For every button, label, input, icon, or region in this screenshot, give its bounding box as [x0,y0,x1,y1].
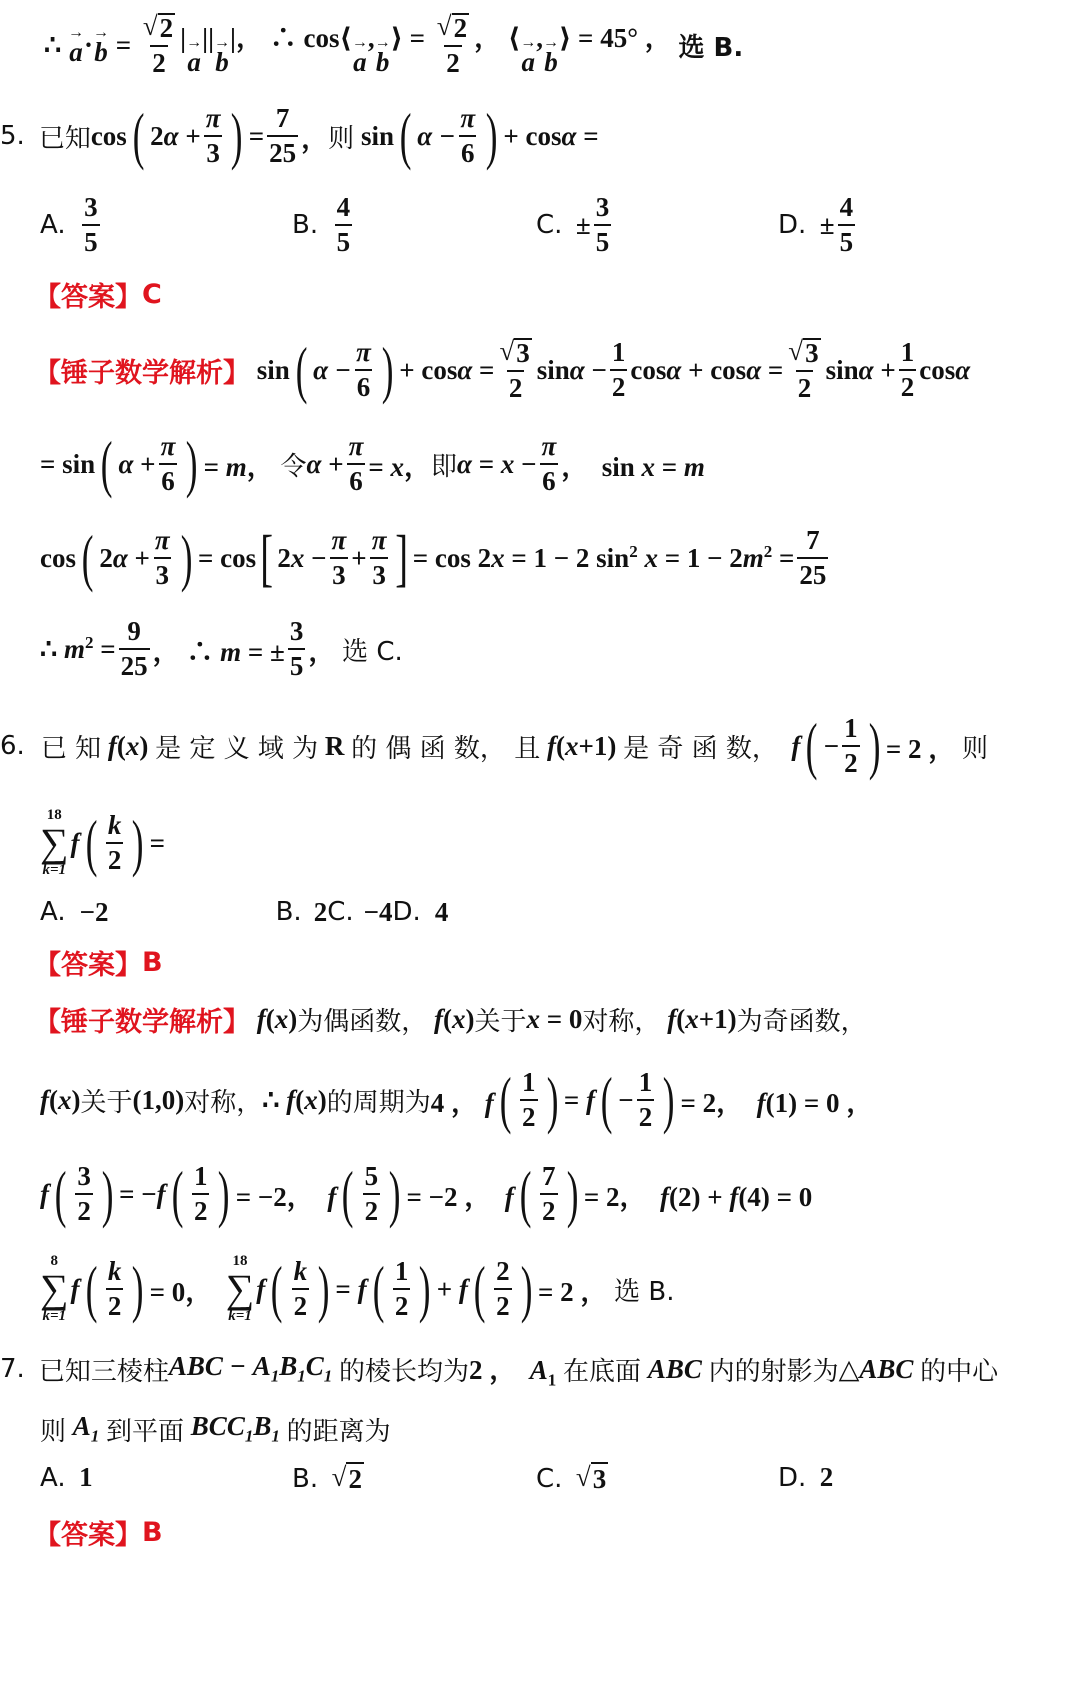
q6-analysis-line2: f (x) 关于 (1,0) 对称， ∴ f(x) 的周期为 4 ， f ( $\frac{1}{2}$ ) = f ( − $\frac{1}{2}$ ) = 2， f(1) = 0 ， [40,1064,874,1135]
q6-option-a-label[interactable]: A. [40,897,66,927]
q7-stem-line2: 则 $A_1$ 到平面 $BCC_1B_1$ 的距离为 [40,1411,391,1447]
q5-stem: 5. 已知 cos ( 2α + $\frac{\pi}{3}$ ) = $\frac{7}{25}$ ， 则 sin ( α − $\frac{\pi}{6}$ ) + cosα = [0,100,599,171]
q5-analysis-line4: ∴ $m^2$ = $\frac{9}{25}$ ， ∴ m = ± $\frac{3}{5}$ ， 选 C. [40,616,403,681]
q6-sum-expression: 18 ∑ k=1 f ( $\frac{k}{2}$ ) = [40,807,166,878]
q6-analysis-line3: f ( $\frac{3}{2}$ ) = −f ( $\frac{1}{2}$ ) = −2， f ( $\frac{5}{2}$ ) = −2 ， f ( $\frac{7}{2}$ ) = 2， f(2) + f(4) = 0 [40,1158,813,1229]
q6-stem: 6. 已 知 f (x) 是 定 义 域 为 R 的 偶 函 数， 且 f (x+1) 是 奇 函 数， f ( − $\frac{1}{2}$ ) = 2 ， 则 [0,710,989,781]
q6-option-b-value[interactable]: 2 [313,896,328,927]
q5-analysis-line2: = sin ( α + $\frac{\pi}{6}$ ) = m， 令 α + $\frac{\pi}{6}$ = x， 即 α = x − $\frac{\pi}{6}$ ， sin x = m [40,428,705,499]
q4-choose-text: 选 B. [678,32,744,63]
q6-option-c-value[interactable]: −4 [363,896,393,927]
q5-prefix: 已知 [38,123,91,154]
q5-then: 则 [328,123,355,154]
q5-option-c[interactable]: C. ± $\frac{3}{5}$ [536,192,610,257]
q7-option-a[interactable]: A. 1 [40,1462,93,1493]
q7-stem-line1: 7. 已知三棱柱 ABC − $A_1B_1C_1$ 的棱长均为 2 ， $A_1$ 在底面 ABC 内的射影为 △ABC 的中心 [0,1351,999,1390]
q6-option-c-label[interactable]: C. [327,897,354,927]
q7-option-b[interactable]: B. √ 2 [292,1462,362,1494]
q6-option-a-value[interactable]: −2 [79,896,109,927]
q5-number: 5. [0,121,25,151]
q7-option-c[interactable]: C. √ 3 [536,1462,607,1494]
q6-answer: 【答案】 B [34,946,163,981]
q7-option-d[interactable]: D. 2 [778,1462,834,1493]
q6-option-b-label[interactable]: B. [275,897,302,927]
q6-analysis-line1: 【锤子数学解析】 f (x) 为偶函数， f (x) 关于 x = 0 对称， f (x+1) 为奇函数， [34,1003,867,1038]
q5-option-d[interactable]: D. ± $\frac{4}{5}$ [778,192,854,257]
q6-options [40,892,448,932]
q5-answer: 【答案】 C [34,278,162,313]
q5-option-b[interactable]: B. $\frac{4}{5}$ [292,192,351,257]
q5-analysis-line1: 【锤子数学解析】 sin ( α − $\frac{\pi}{6}$ ) + cosα = √ 3 2 sinα − $\frac{1}{2}$ cosα + cosα = √ 3 2 sinα + $\frac{1}{2}$ cosα [34,334,971,405]
q6-analysis-line4: 8 ∑ k=1 f ( $\frac{k}{2}$ ) = 0， 18 ∑ k=1 f ( $\frac{k}{2}$ ) = f ( $\frac{1}{2}$ ) + f ( $\frac{2}{2}$ ) = 2 ， 选 B. [40,1253,675,1324]
q5-option-a[interactable]: A. $\frac{3}{5}$ [40,192,98,257]
q6-option-d-label[interactable]: D. [392,897,421,927]
q6-option-d-value[interactable]: 4 [434,896,449,927]
q4-conclusion-line: ∴ → a · → b = √ 2 2 | → a || → b |， ∴ cos⟨ → a , → b ⟩ = √ 2 2 ， ⟨ → a , → b ⟩ = 45° ， 选 B. [44,11,744,78]
q7-answer: 【答案】 B [34,1516,163,1551]
q5-analysis-line3: cos ( 2α + $\frac{\pi}{3}$ ) = cos [ 2x − $\frac{\pi}{3}$ + $\frac{\pi}{3}$ ] = cos 2x = 1 − 2 $\sin^2 x = 1 - 2m^2$ = $\frac{7}{25}$ [40,522,827,593]
